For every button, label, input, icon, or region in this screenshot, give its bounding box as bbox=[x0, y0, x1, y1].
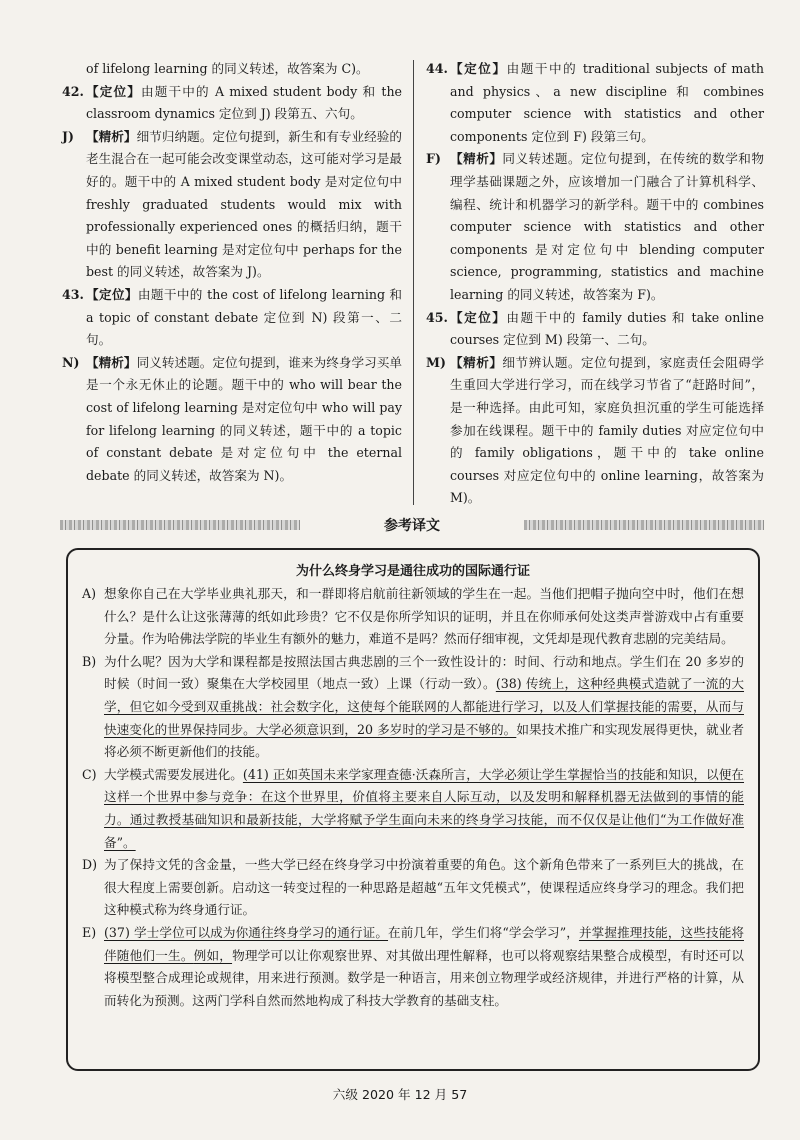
translation-title: 为什么终身学习是通往成功的国际通行证 bbox=[295, 564, 530, 579]
underlined-answer-37: (37) 学士学位可以成为你通往终身学习的通行证。 bbox=[104, 924, 389, 940]
underlined-answer-38: (38) 传统上，这种经典模式造就了一流的大学，但它如今受到双重挑战：社会数字化，这使每个能联网的人都能进行学习，以及人们掌握技能的需要，从而与快速变化的世界保持同步。大学必须意识到，20 多岁时的学习是不够的。 bbox=[104, 676, 745, 737]
analysis-text: 同义转述题。定位句提到，谁来为终身学习买单是一个永无休止的论题。题干中的 who will bear the cost of lifelong learning 是对定位句中 who will pay for lifelong learning 的同义转述，题干中的 a topic of constant debate 是对定位句中 the eternal debate 的同义转述，故答案为 N)。 bbox=[86, 354, 403, 483]
question-number: 43. bbox=[62, 286, 84, 302]
right-column bbox=[426, 58, 764, 510]
paragraph-letter: E) bbox=[82, 924, 97, 940]
question-number: 45. bbox=[426, 309, 448, 325]
analysis-tag: 【精析】 bbox=[86, 128, 137, 144]
answer-f-analysis bbox=[426, 148, 764, 306]
continued-text: of lifelong learning 的同义转述，故答案为 C)。 bbox=[86, 61, 369, 76]
answer-letter: F) bbox=[426, 151, 441, 167]
paragraph-letter: D) bbox=[82, 857, 98, 873]
translation-box bbox=[66, 548, 760, 1071]
answer-m-analysis bbox=[426, 352, 764, 510]
paragraph-text: 为了保持文凭的含金量，一些大学已经在终身学习中扮演着重要的角色。这个新角色带来了一系列巨大的挑战，在很大程度上需要创新。启动这一转变过程的一种思路是超越“五年文凭模式”，使课程适应终身学习的理念。我们把这种模式称为终身通行证。 bbox=[104, 857, 744, 918]
column-divider bbox=[413, 60, 414, 505]
underlined-answer-41: (41) 正如英国未来学家理查德·沃森所言，大学必须让学生掌握恰当的技能和知识，以便在这样一个世界中参与竞争：在这个世界里，价值将主要来自人际互动，以及发明和解释机器无法做到的事情的能力。通过教授基础知识和最新技能，大学将赋予学生面向未来的终身学习技能，而不仅仅是让他们“为工作做好准备”。 bbox=[104, 766, 745, 850]
answer-letter: M) bbox=[426, 354, 446, 370]
paragraph-text: 想象你自己在大学毕业典礼那天，和一群即将启航前往新领域的学生在一起。当他们把帽子抛向空中时，他们在想什么？是什么让这张薄薄的纸如此珍贵？它不仅是你所学知识的证明，并且在你师承何处这类声誉游戏中占有重要分量。作为哈佛法学院的毕业生有额外的魅力，难道不是吗？然而仔细审视，文凭却是现代教育悲剧的完美结局。 bbox=[104, 586, 744, 647]
left-column bbox=[62, 58, 402, 487]
locate-text: 由题干中的 family duties 和 take online courses 定位到 M) 段第一、二句。 bbox=[450, 309, 764, 348]
underlined-text: 例如， bbox=[193, 947, 233, 963]
paragraph-text: 为什么呢？因为大学和课程都是按照法国古典悲剧的三个一致性设计的：时间、行动和地点。学生们在 20 多岁的时候（时间一致）聚集在大学校园里（地点一致）上课（行动一致）。 bbox=[104, 653, 744, 692]
paragraph-letter: C) bbox=[82, 766, 97, 782]
locate-tag: 【定位】 bbox=[86, 286, 138, 302]
question-number: 42. bbox=[62, 83, 84, 99]
paragraph-c bbox=[82, 764, 744, 854]
locate-text: 由题干中的 A mixed student body 和 the classroom dynamics 定位到 J) 段第五、六句。 bbox=[86, 83, 403, 122]
locate-tag: 【定位】 bbox=[86, 83, 142, 99]
question-number: 44. bbox=[426, 61, 448, 76]
answer-letter: J) bbox=[62, 128, 74, 144]
paragraph-a bbox=[82, 583, 744, 651]
answer-j-analysis bbox=[62, 126, 402, 284]
locate-text: 由题干中的 traditional subjects of math and physics、a new discipline 和 combines computer science with statistics and other components 定位到 F) 段第三句。 bbox=[450, 61, 764, 144]
analysis-tag: 【精析】 bbox=[86, 354, 137, 370]
question-45-locate bbox=[426, 307, 764, 352]
paragraph-text: 如果技术推广和实现发展得更快，就业者将必须不断更新他们的技能。 bbox=[104, 721, 744, 760]
locate-tag: 【定位】 bbox=[450, 309, 507, 325]
underlined-text: 并掌握推理技能，这些技能将伴随他们一生。 bbox=[104, 924, 744, 963]
paragraph-b bbox=[82, 651, 744, 764]
paragraph-e bbox=[82, 922, 744, 1012]
paragraph-d bbox=[82, 854, 744, 922]
paragraph-letter: B) bbox=[82, 653, 97, 669]
analysis-text: 细节归纳题。定位句提到，新生和有专业经验的老生混合在一起可能会改变课堂动态，这可能对学习是最好的。题干中的 A mixed student body 是对定位句中 freshly graduated students would mix with professionally experienced ones 的概括归纳，题干中的 benefit learning 是对定位句中 perhaps for the best 的同义转述，故答案为 J)。 bbox=[86, 128, 403, 280]
question-42-locate bbox=[62, 81, 402, 126]
locate-text: 由题干中的 the cost of lifelong learning 和 a topic of constant debate 定位到 N) 段第一、二句。 bbox=[86, 286, 402, 348]
paragraph-letter: A) bbox=[82, 586, 97, 601]
question-43-locate bbox=[62, 284, 402, 352]
answer-letter: N) bbox=[62, 354, 80, 370]
paragraph-text: 物理学可以让你观察世界、对其做出理性解释，也可以将观察结果整合成模型，有时还可以将模型整合成理论或规律，用来进行预测。数学是一种语言，用来创立物理学或经济规律，并进行严格的计算，从而转化为预测。这两门学科自然而然地构成了科技大学教育的基础支柱。 bbox=[104, 947, 745, 1008]
paragraph-text: 大学模式需要发展进化。 bbox=[104, 766, 243, 782]
paragraph-text: 在前几年，学生们将“学会学习”， bbox=[388, 924, 579, 940]
page-footer: 六级 2020 年 12 月 57 bbox=[332, 1087, 468, 1102]
analysis-tag: 【精析】 bbox=[450, 354, 503, 370]
analysis-tag: 【精析】 bbox=[450, 151, 503, 167]
section-title: 参考译文 bbox=[384, 518, 440, 534]
analysis-text: 同义转述题。定位句提到，在传统的数学和物理学基础课题之外，应该增加一门融合了计算机科学、编程、统计和机器学习的新学科。题干中的 combines computer science with statistics and other components 是对定位句中 blending computer science, programming, statistics and machine learning 的同义转述，故答案为 F)。 bbox=[450, 151, 765, 302]
answer-n-analysis bbox=[62, 352, 402, 488]
locate-tag: 【定位】 bbox=[450, 61, 507, 76]
analysis-text: 细节辨认题。定位句提到，家庭责任会阻碍学生重回大学进行学习，而在线学习节省了“赶路时间”，是一种选择。由此可知，家庭负担沉重的学生可能选择参加在线课程。题干中的 family duties 对应定位句中的 family obligations，题干中的 take online courses 对应定位句中的 online learning，故答案为 M)。 bbox=[450, 354, 765, 506]
section-header bbox=[60, 515, 764, 535]
question-44-locate bbox=[426, 58, 764, 148]
